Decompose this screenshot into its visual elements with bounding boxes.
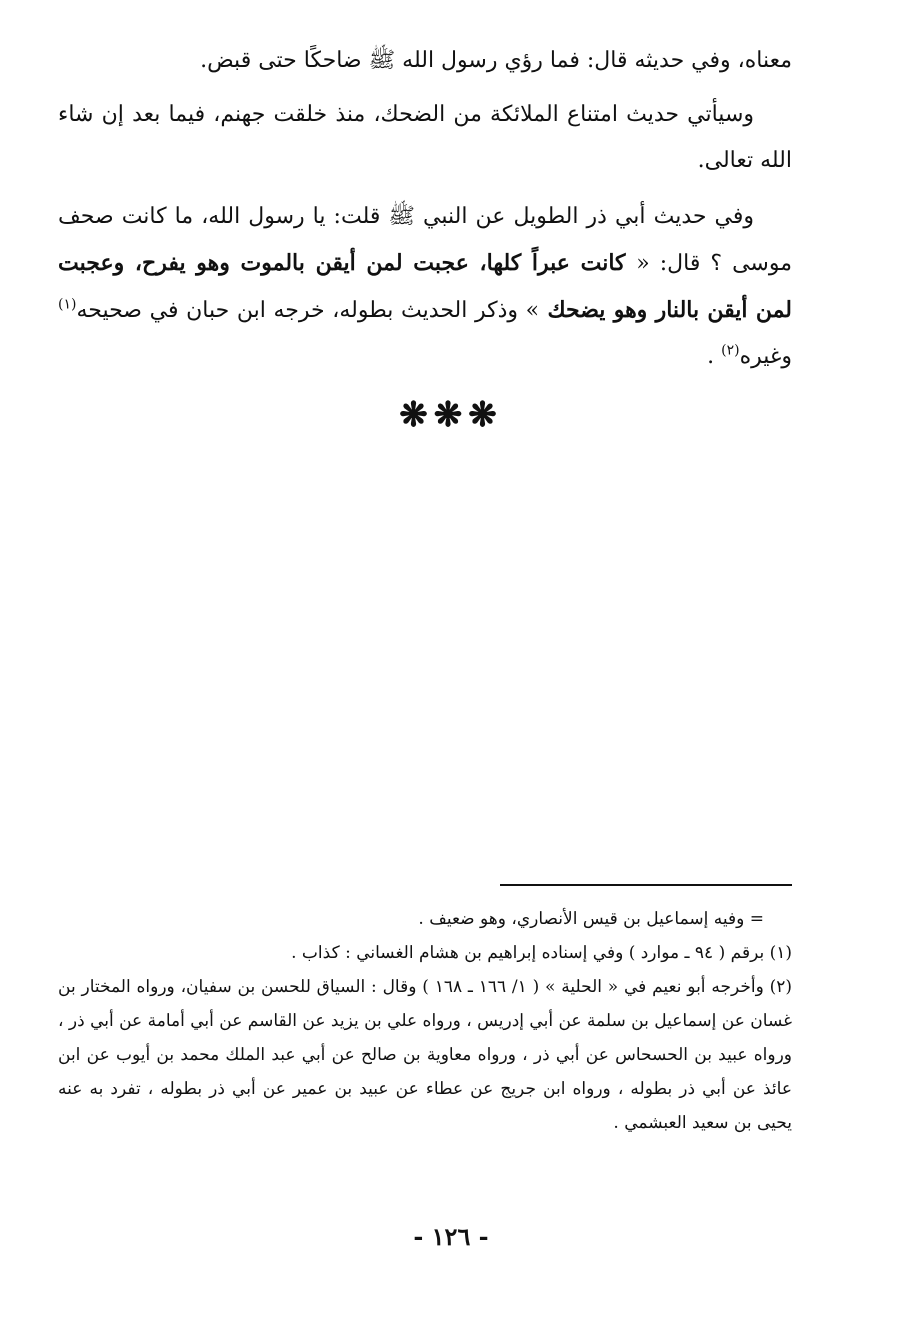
section-separator: ❋❋❋ [399,395,503,435]
footnote-continuation: = وفيه إسماعيل بن قيس الأنصاري، وهو ضعيف . [418,909,764,929]
footnotes [58,902,792,1140]
paragraph-1: معناه، وفي حديثه قال: فما رؤي رسول الله ﷺ ضاحكًا حتى قبض. [200,48,792,73]
paragraph-3-intro: وفي حديث أبي ذر الطويل عن النبي ﷺ قلت: يا رسول الله، ما كانت صحف موسى ؟ قال: « [58,204,792,276]
paragraph-3-quote: كانت عبراً كلها، عجبت لمن أيقن بالموت وهو يفرح، وعجبت لمن أيقن بالنار وهو يضحك [58,250,793,323]
footnote-ref-2: (٢) [721,342,740,359]
paragraph-3-and-others: وغيره [739,344,792,369]
paragraph-3 [58,194,792,380]
paragraph-2: وسيأتي حديث امتناع الملائكة من الضحك، منذ خلقت جهنم، فيما بعد إن شاء الله تعالى. [58,102,792,173]
page-number: - ١٢٦ - [413,1222,489,1251]
footnote-ref-1: (١) [58,296,77,313]
paragraph-3-after-quote: » وذكر الحديث بطوله، خرجه ابن حبان في صحيحه [76,298,540,323]
footnote-2: (٢) وأخرجه أبو نعيم في « الحلية » ( ١/ ١٦٦ ـ ١٦٨ ) وقال : السياق للحسن بن سفيان، ورواه المختار بن غسان عن إسماعيل بن سلمة عن أبي إدريس ، ورواه علي بن يزيد عن القاسم عن أبي أمامة عن أبي ذر ، ورواه عبيد بن الحسحاس عن أبي ذر ، ورواه معاوية بن صالح عن أبي عبد الملك محمد بن أيوب عن ابن عائذ عن أبي ذر بطوله ، ورواه ابن جريج عن عطاء عن عبيد بن عمير عن أبي ذر بطوله ، تفرد به عنه يحيى بن سعيد العبشمي . [58,977,792,1133]
paragraph-3-end: . [707,344,722,369]
footnote-rule [500,884,792,886]
footnote-1: (١) برقم ( ٩٤ ـ موارد ) وفي إسناده إبراهيم بن هشام الغساني : كذاب . [291,943,792,963]
